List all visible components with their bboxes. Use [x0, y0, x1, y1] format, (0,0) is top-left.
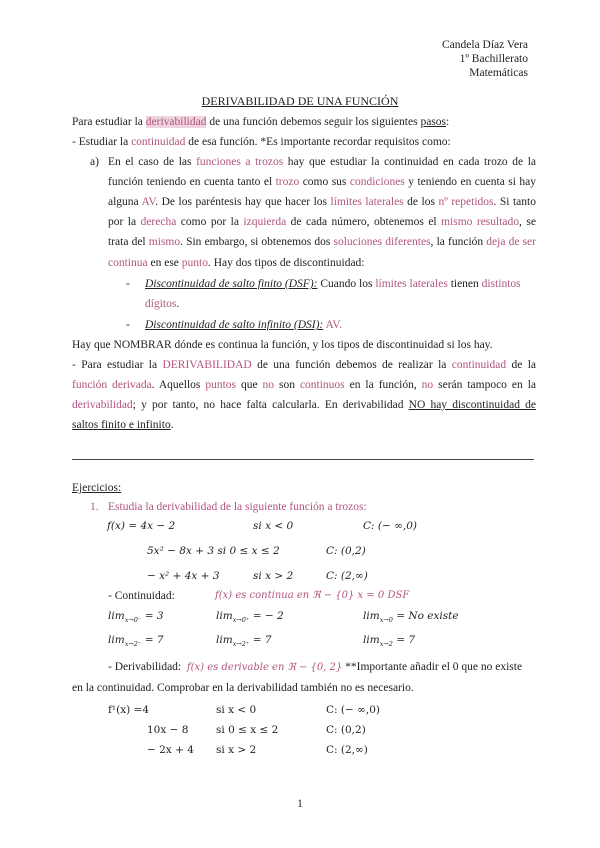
- section-divider: [72, 459, 534, 460]
- exercises-heading: Ejercicios:: [72, 482, 122, 494]
- item-a-line-4: por la derecha como por la izquierda de cada número, obtenemos el mismo resultado, se: [108, 216, 536, 228]
- dsi-line: Discontinuidad de salto infinito (DSI): AV.: [145, 319, 342, 331]
- after-line-2: - Para estudiar la DERIVABILIDAD de una función debemos de realizar la continuidad de la: [72, 359, 536, 371]
- f-row-1-domain: C: (− ∞,0): [363, 520, 418, 532]
- dsf-line-1: Discontinuidad de salto finito (DSF): Cuando los límites laterales tienen distintos: [145, 278, 521, 290]
- item-a-line-2: función teniendo en cuenta tanto el trozo como sus condiciones y teniendo en cuenta si hay: [108, 176, 536, 188]
- limit-2-plus: $\lim_{x\to 2^+} = 7$: [216, 634, 272, 648]
- f-row-1-expr: f(x) = 4x − 2: [107, 520, 176, 532]
- f-row-3-cond: si x > 2: [253, 570, 294, 582]
- f-row-1-cond: si x < 0: [253, 520, 294, 532]
- f-row-2-expr: 5x² − 8x + 3 si 0 ≤ x ≤ 2: [147, 545, 280, 557]
- fp-row-3-domain: C: (2,∞): [326, 744, 368, 756]
- limit-2: $\lim_{x\to 2} = 7$: [363, 634, 416, 648]
- page-number: 1: [297, 798, 303, 810]
- header-course: 1º Bachillerato: [459, 53, 528, 65]
- header-subject: Matemáticas: [469, 67, 528, 79]
- limit-0-minus: $\lim_{x\to 0^-} = 3$: [108, 610, 164, 624]
- fp-row-2-cond: si 0 ≤ x ≤ 2: [216, 724, 279, 736]
- item-a-line-6: continua en ese punto. Hay dos tipos de discontinuidad:: [108, 257, 365, 269]
- item-a-marker: a): [90, 156, 99, 168]
- derivability-line-2: en la continuidad. Comprobar en la derivabilidad también no es necesario.: [72, 682, 414, 694]
- continuity-label: - Continuidad:: [108, 590, 175, 602]
- f-row-3-expr: − x² + 4x + 3: [147, 570, 220, 582]
- intro-line-2: - Estudiar la continuidad de esa función. *Es importante recordar requisitos como:: [72, 136, 451, 148]
- limit-0-plus: $\lim_{x\to 0^+}$ = − 2: [216, 610, 284, 624]
- fp-row-2-expr: 10x − 8: [147, 724, 189, 736]
- continuity-text: f(x) es continua en ℜ − {0} x = 0 DSF: [215, 590, 410, 601]
- after-line-1: Hay que NOMBRAR dónde es continua la función, y los tipos de discontinuidad si los hay.: [72, 339, 493, 351]
- after-line-3: función derivada. Aquellos puntos que no son continuos en la función, no serán tampoco en la: [72, 379, 536, 391]
- f-row-3-domain: C: (2,∞): [326, 570, 368, 582]
- fp-row-2-domain: C: (0,2): [326, 724, 366, 736]
- dsf-dash: -: [126, 278, 130, 290]
- fp-row-1-expr: f¹(x) =4: [108, 704, 150, 716]
- intro-line-1: Para estudiar la derivabilidad de una función debemos seguir los siguientes pasos:: [72, 116, 450, 128]
- fp-row-3-cond: si x > 2: [216, 744, 257, 756]
- derivability-line-1: - Derivabilidad: f(x) es derivable en ℜ − {0, 2} **Importante añadir el 0 que no existe: [108, 661, 523, 673]
- fp-row-1-cond: si x < 0: [216, 704, 257, 716]
- item-a-line-5: trata del mismo. Sin embargo, si obtenemos dos soluciones diferentes, la función deja de ser: [108, 236, 536, 248]
- page-title: DERIVABILIDAD DE UNA FUNCIÓN: [201, 94, 399, 108]
- exercise-1-question: Estudia la derivabilidad de la siguiente función a trozos:: [108, 501, 367, 513]
- fp-row-3-expr: − 2x + 4: [147, 744, 194, 756]
- item-a-line-3: alguna AV. De los paréntesis hay que hacer los límites laterales de los nº repetidos. Si tanto: [108, 196, 536, 208]
- after-line-4: derivabilidad; y por tanto, no hace falta calcularla. En derivabilidad NO hay discontinuidad de: [72, 399, 536, 411]
- dsi-dash: -: [126, 319, 130, 331]
- fp-row-1-domain: C: (− ∞,0): [326, 704, 381, 716]
- item-a-line-1: En el caso de las funciones a trozos hay que estudiar la continuidad en cada trozo de la: [108, 156, 537, 168]
- dsf-line-2: dígitos.: [145, 298, 180, 310]
- exercise-1-number: 1.: [90, 501, 99, 513]
- header-author: Candela Díaz Vera: [442, 39, 528, 51]
- limit-2-minus: $\lim_{x\to 2^-} = 7$: [108, 634, 164, 648]
- limit-0: $\lim_{x\to 0} = No$ existe: [363, 610, 459, 624]
- f-row-2-domain: C: (0,2): [326, 545, 366, 557]
- after-line-5: saltos finito e infinito.: [72, 419, 174, 431]
